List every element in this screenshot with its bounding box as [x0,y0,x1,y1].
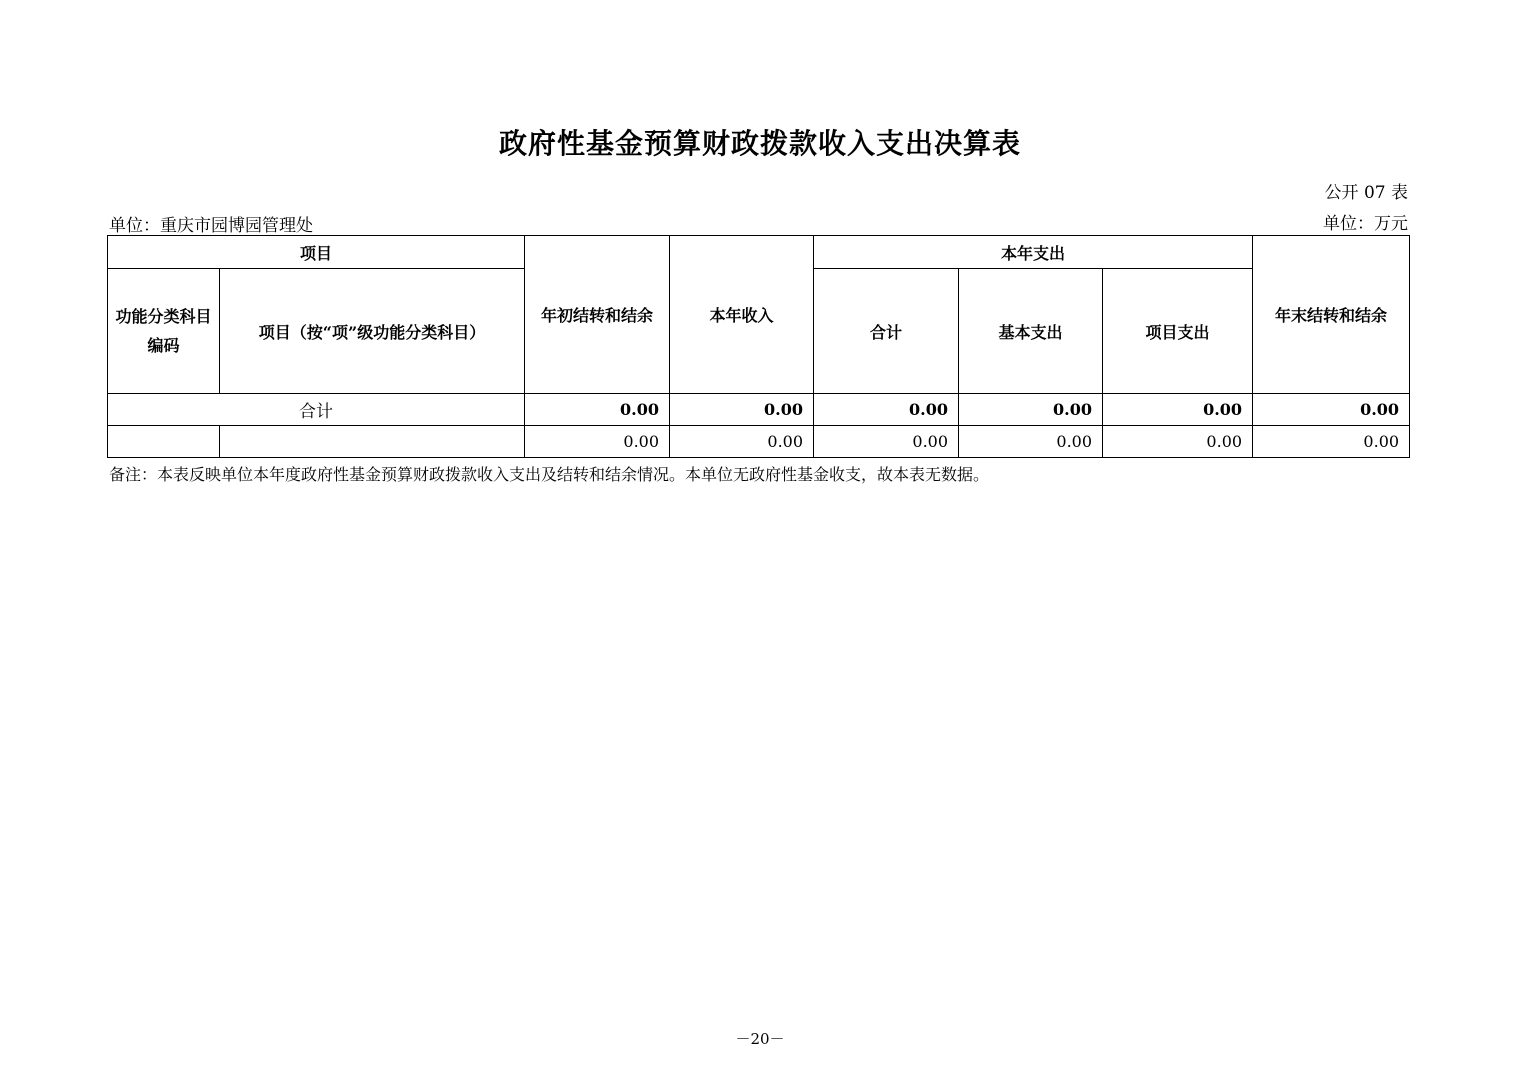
row-expense-total: 0.00 [814,426,959,458]
organization-label: 单位：重庆市园博园管理处 [109,216,313,236]
row-expense-project: 0.00 [1103,426,1253,458]
row-begin-balance: 0.00 [525,426,670,458]
table-row [108,426,1410,458]
row-end-balance: 0.00 [1253,426,1410,458]
header-item-name: 项目（按“项”级功能分类科目） [220,269,525,394]
total-expense-project: 0.00 [1103,394,1253,426]
header-expense: 本年支出 [814,236,1253,269]
budget-table [107,235,1410,458]
total-begin-balance: 0.00 [525,394,670,426]
page-title: 政府性基金预算财政拨款收入支出决算表 [498,127,1021,160]
row-item-name [220,426,525,458]
header-end-balance: 年末结转和结余 [1253,236,1410,394]
total-income: 0.00 [670,394,814,426]
header-item: 项目 [108,236,525,269]
row-function-code [108,426,220,458]
header-function-code: 功能分类科目编码 [108,269,220,394]
header-expense-total: 合计 [814,269,959,394]
footnote: 备注：本表反映单位本年度政府性基金预算财政拨款收入支出及结转和结余情况。本单位无政府性基金收支，故本表无数据。 [109,465,990,484]
total-row [108,394,1410,426]
form-number: 公开 07 表 [1324,183,1408,203]
header-expense-basic: 基本支出 [959,269,1103,394]
header-begin-balance: 年初结转和结余 [525,236,670,394]
total-label: 合计 [108,394,525,426]
page-number: －20－ [735,1030,785,1048]
row-expense-basic: 0.00 [959,426,1103,458]
currency-unit-label: 单位：万元 [1323,214,1408,234]
row-income: 0.00 [670,426,814,458]
total-expense-basic: 0.00 [959,394,1103,426]
total-expense-total: 0.00 [814,394,959,426]
total-end-balance: 0.00 [1253,394,1410,426]
header-expense-project: 项目支出 [1103,269,1253,394]
header-income: 本年收入 [670,236,814,394]
